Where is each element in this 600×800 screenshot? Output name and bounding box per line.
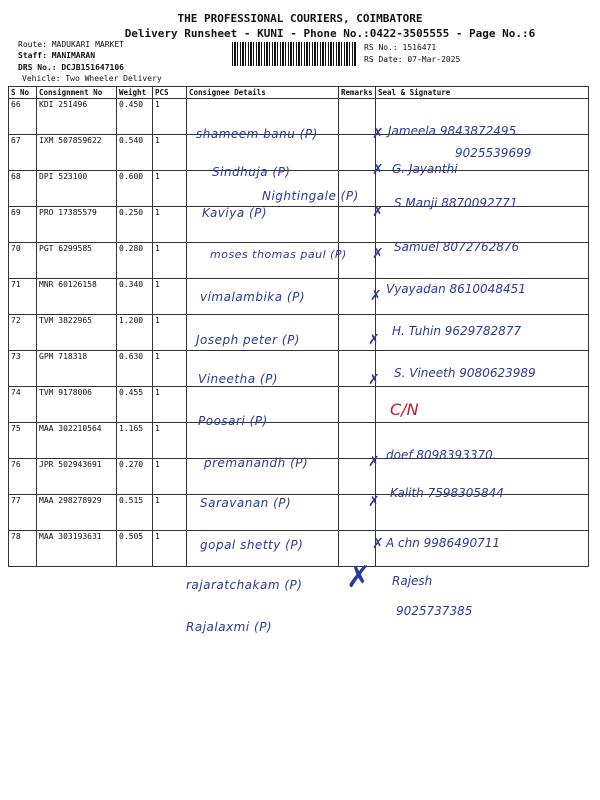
handwritten-name: gopal shetty (P) xyxy=(200,538,304,552)
table-header-row xyxy=(9,87,589,99)
cell-remarks xyxy=(339,99,376,135)
handwritten-signature: Jameela 9843872495 xyxy=(388,124,517,138)
cell-pcs: 1 xyxy=(153,423,187,459)
cross-mark: ✗ xyxy=(372,162,384,178)
cell-cno: TVM 3822965 xyxy=(37,315,117,351)
handwritten-phone: 9025737385 xyxy=(396,604,473,618)
col-remarks: Remarks xyxy=(339,87,376,99)
col-seal: Seal & Signature xyxy=(376,87,589,99)
cell-cno: KDI 251496 xyxy=(37,99,117,135)
cell-wt: 0.270 xyxy=(117,459,153,495)
cross-mark: ✗ xyxy=(368,454,380,470)
handwritten-remark: C/N xyxy=(390,400,419,419)
handwritten-phone: 9025539699 xyxy=(455,146,532,160)
runsheet-title: Delivery Runsheet - KUNI - Phone No.:0422-3505555 - Page No.:6 xyxy=(124,27,536,40)
barcode xyxy=(232,42,356,66)
cell-wt: 0.450 xyxy=(117,99,153,135)
handwritten-name: premanandh (P) xyxy=(204,456,309,470)
cross-mark: ✗ xyxy=(372,204,384,220)
cell-cno: TVM 9178006 xyxy=(37,387,117,423)
cross-mark: ✗ xyxy=(368,372,380,388)
cell-wt: 0.540 xyxy=(117,135,153,171)
handwritten-signature: Rajesh xyxy=(392,574,433,588)
cell-wt: 0.340 xyxy=(117,279,153,315)
staff-label: Staff: MANIMARAN xyxy=(18,51,96,60)
cell-pcs: 1 xyxy=(153,99,187,135)
cell-pcs: 1 xyxy=(153,387,187,423)
handwritten-name: Rajalaxmi (P) xyxy=(186,620,273,634)
handwritten-signature: Kalith 7598305844 xyxy=(390,486,504,500)
cell-cno: PRO 17385579 xyxy=(37,207,117,243)
handwritten-name: Joseph peter (P) xyxy=(196,333,300,347)
cell-cno: PGT 6299585 xyxy=(37,243,117,279)
cell-wt: 1.200 xyxy=(117,315,153,351)
cell-sno: 71 xyxy=(9,279,37,315)
cell-sno: 77 xyxy=(9,495,37,531)
cell-sno: 70 xyxy=(9,243,37,279)
cell-cno: DPI 523100 xyxy=(37,171,117,207)
cell-cno: GPM 718318 xyxy=(37,351,117,387)
cell-pcs: 1 xyxy=(153,459,187,495)
cell-sno: 74 xyxy=(9,387,37,423)
cell-sno: 75 xyxy=(9,423,37,459)
cell-wt: 0.505 xyxy=(117,531,153,567)
cell-sno: 69 xyxy=(9,207,37,243)
cell-pcs: 1 xyxy=(153,279,187,315)
cell-remarks xyxy=(339,135,376,171)
cell-wt: 0.600 xyxy=(117,171,153,207)
table-row xyxy=(9,207,589,243)
cell-seal xyxy=(376,207,589,243)
cell-sno: 67 xyxy=(9,135,37,171)
company-title: THE PROFESSIONAL COURIERS, COIMBATORE xyxy=(177,12,423,25)
handwritten-signature: Samuel 8072762876 xyxy=(394,240,520,254)
handwritten-name: Vineetha (P) xyxy=(198,372,278,386)
handwritten-signature: G. Jayanthi xyxy=(392,162,458,176)
handwritten-name: Kaviya (P) xyxy=(202,206,268,220)
cell-sno: 73 xyxy=(9,351,37,387)
cell-pcs: 1 xyxy=(153,495,187,531)
cell-pcs: 1 xyxy=(153,207,187,243)
handwritten-signature: H. Tuhin 9629782877 xyxy=(392,324,522,338)
cell-sno: 68 xyxy=(9,171,37,207)
cell-cno: JPR 502943691 xyxy=(37,459,117,495)
col-weight: Weight xyxy=(117,87,153,99)
cell-remarks xyxy=(339,207,376,243)
rs-date: RS Date: 07-Mar-2025 xyxy=(364,55,461,64)
cell-pcs: 1 xyxy=(153,351,187,387)
cell-cno: MNR 60126158 xyxy=(37,279,117,315)
route-label: Route: MADUKARI MARKET xyxy=(18,40,124,49)
handwritten-signature: Vyayadan 8610048451 xyxy=(386,282,526,296)
drs-number: DRS No.: DCJB151647106 xyxy=(18,63,124,72)
handwritten-name: Nightingale (P) xyxy=(262,189,359,203)
cross-mark: ✗ xyxy=(368,332,380,348)
handwritten-signature: S. Vineeth 9080623989 xyxy=(394,366,536,380)
cell-cno: MAA 302210564 xyxy=(37,423,117,459)
cell-pcs: 1 xyxy=(153,315,187,351)
cross-mark: ✗ xyxy=(372,536,384,552)
cell-cno: IXM 507859622 xyxy=(37,135,117,171)
cell-cno: MAA 303193631 xyxy=(37,531,117,567)
handwritten-name: moses thomas paul (P) xyxy=(210,248,347,261)
cell-cno: MAA 298278929 xyxy=(37,495,117,531)
cell-wt: 0.515 xyxy=(117,495,153,531)
handwritten-name: Sindhuja (P) xyxy=(212,165,291,179)
cell-sno: 78 xyxy=(9,531,37,567)
rs-number: RS No.: 1516471 xyxy=(364,43,437,52)
cell-wt: 0.455 xyxy=(117,387,153,423)
handwritten-name: shameem banu (P) xyxy=(196,127,318,141)
col-consignment: Consignment No xyxy=(37,87,117,99)
cell-remarks xyxy=(339,387,376,423)
col-consignee: Consignee Details xyxy=(187,87,339,99)
cell-pcs: 1 xyxy=(153,243,187,279)
cross-mark: ✗ xyxy=(370,288,382,304)
cell-wt: 1.165 xyxy=(117,423,153,459)
handwritten-name: vimalambika (P) xyxy=(200,290,306,304)
col-sno: S No xyxy=(9,87,37,99)
cross-mark: ✗ xyxy=(372,126,384,142)
cell-wt: 0.630 xyxy=(117,351,153,387)
table-row xyxy=(9,423,589,459)
cell-wt: 0.250 xyxy=(117,207,153,243)
cell-sno: 66 xyxy=(9,99,37,135)
cell-sno: 76 xyxy=(9,459,37,495)
cross-mark: ✗ xyxy=(372,246,384,262)
table-row xyxy=(9,387,589,423)
handwritten-name: Saravanan (P) xyxy=(200,496,292,510)
handwritten-name: rajaratchakam (P) xyxy=(186,578,303,592)
cross-mark: ✗ xyxy=(368,494,380,510)
handwritten-signature: A chn 9986490711 xyxy=(386,536,500,550)
cell-wt: 0.280 xyxy=(117,243,153,279)
cell-pcs: 1 xyxy=(153,531,187,567)
cell-pcs: 1 xyxy=(153,171,187,207)
handwritten-name: Poosari (P) xyxy=(198,414,268,428)
vehicle-label: Vehicle: Two Wheeler Delivery xyxy=(22,74,162,83)
handwritten-signature: S Manji 8870092771 xyxy=(394,196,518,210)
cell-sno: 72 xyxy=(9,315,37,351)
col-pcs: PCS xyxy=(153,87,187,99)
cell-pcs: 1 xyxy=(153,135,187,171)
handwritten-signature: doef 8098393370. xyxy=(386,448,497,462)
cross-mark: ✗ xyxy=(346,560,372,595)
